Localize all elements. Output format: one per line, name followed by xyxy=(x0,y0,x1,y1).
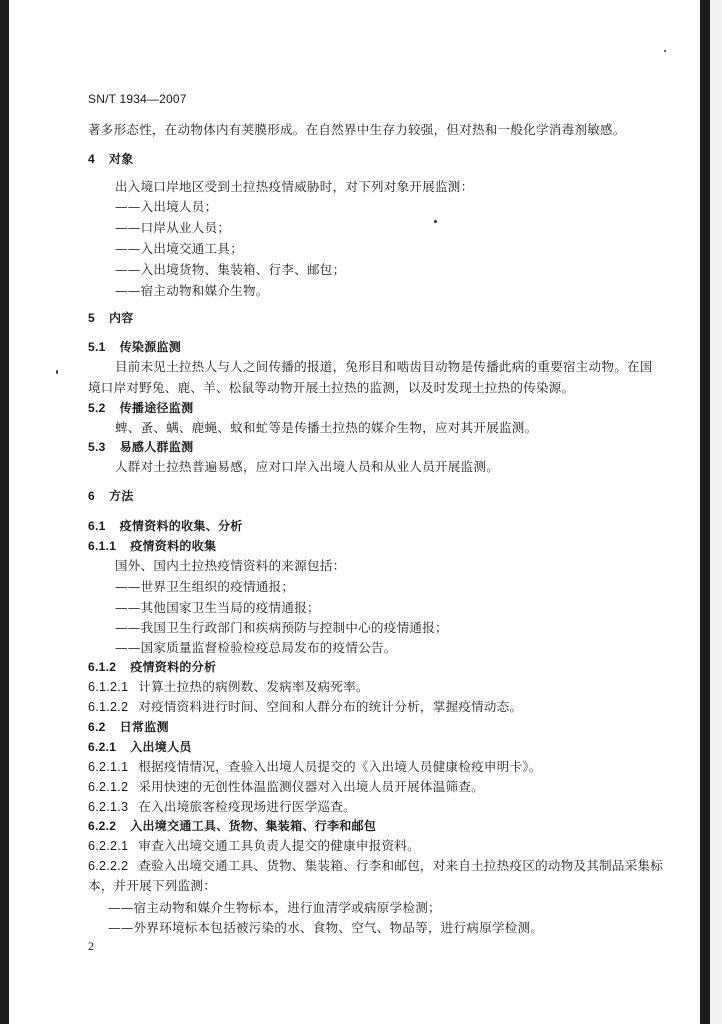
numbered-clause xyxy=(88,799,356,815)
section-4-intro: 出入境口岸地区受到土拉热疫情威胁时，对下列对象开展监测： xyxy=(115,179,474,194)
section-number: 5.2 xyxy=(88,401,106,415)
list-item: ——我国卫生行政部门和疾病预防与控制中心的疫情通报； xyxy=(115,620,448,635)
section-number: 6.1.1 xyxy=(88,539,117,553)
section-title: 易感人群监测 xyxy=(119,440,194,454)
section-number: 6.2.2 xyxy=(88,819,117,833)
numbered-clause xyxy=(88,838,420,854)
clause-text: 审查入出境交通工具负责人提交的健康申报资料。 xyxy=(138,838,420,853)
clause-text: 在入出境旅客检疫现场进行医学巡查。 xyxy=(138,799,356,814)
section-number: 6.2 xyxy=(88,720,106,734)
clause-number: 6.2.2.2 xyxy=(88,859,129,873)
section-5-1-heading xyxy=(88,339,181,355)
clause-text: 对疫情资料进行时间、空间和人群分布的统计分析，掌握疫情动态。 xyxy=(138,699,523,714)
list-item: ——世界卫生组织的疫情通报； xyxy=(115,579,295,594)
section-title: 内容 xyxy=(108,311,134,325)
paragraph-line: 本，并开展下列监测： xyxy=(88,878,217,893)
clause-number: 6.2.1.3 xyxy=(88,800,129,814)
section-title: 疫情资料的收集、分析 xyxy=(119,519,243,533)
section-title: 传染源监测 xyxy=(119,340,182,354)
section-number: 6.1.2 xyxy=(88,660,117,674)
section-6-1-heading xyxy=(88,518,243,534)
intro-paragraph-line: 著多形态性，在动物体内有荚膜形成。在自然界中生存力较强，但对热和一般化学消毒剂敏感。 xyxy=(88,122,626,137)
section-4-heading xyxy=(88,151,134,167)
list-item: ——国家质量监督检验检疫总局发布的疫情公告。 xyxy=(115,640,397,655)
section-title: 日常监测 xyxy=(119,720,169,734)
numbered-clause xyxy=(88,679,369,695)
section-6-2-1-heading xyxy=(88,739,192,755)
list-item: ——其他国家卫生当局的疫情通报； xyxy=(115,600,320,615)
section-number: 5 xyxy=(88,311,95,325)
clause-text: 根据疫情情况，查验入出境人员提交的《入出境人员健康检疫申明卡》。 xyxy=(138,759,542,774)
list-item: ——外界环境标本包括被污染的水、食物、空气、物品等，进行病原学检测。 xyxy=(108,920,544,935)
section-6-2-heading xyxy=(88,719,169,735)
paragraph-line: 境口岸对野兔、鹿、羊、松鼠等动物开展土拉热的监测，以及时发现土拉热的传染源。 xyxy=(88,380,575,395)
list-item: ——口岸从业人员； xyxy=(115,220,231,235)
list-item: ——宿主动物和媒介生物标本，进行血清学或病原学检测； xyxy=(108,900,441,915)
section-5-2-heading xyxy=(88,400,193,416)
section-number: 6 xyxy=(88,489,95,503)
clause-number: 6.1.2.1 xyxy=(88,680,129,694)
section-title: 入出境人员 xyxy=(130,740,192,754)
list-item: ——入出境交通工具； xyxy=(115,241,244,256)
numbered-clause xyxy=(88,779,484,795)
section-number: 5.3 xyxy=(88,440,106,454)
paragraph-line: 国外、国内土拉热疫情资料的来源包括： xyxy=(115,558,346,573)
section-title: 方法 xyxy=(108,489,134,503)
numbered-clause xyxy=(88,759,542,775)
clause-number: 6.2.1.2 xyxy=(88,780,129,794)
section-5-heading xyxy=(88,310,134,326)
section-number: 4 xyxy=(88,152,95,166)
paragraph-line: 目前未见土拉热人与人之间传播的报道，兔形目和啮齿目动物是传播此病的重要宿主动物。在国 xyxy=(115,359,653,374)
section-title: 对象 xyxy=(108,152,134,166)
section-number: 6.1 xyxy=(88,519,106,533)
list-item: ——入出境货物、集装箱、行李、邮包； xyxy=(115,262,346,277)
clause-text: 计算土拉热的病例数、发病率及病死率。 xyxy=(138,679,369,694)
section-5-3-heading xyxy=(88,439,193,455)
clause-number: 6.1.2.2 xyxy=(88,700,129,714)
page-number: 2 xyxy=(88,939,95,953)
section-number: 5.1 xyxy=(88,340,106,354)
section-title: 传播途径监测 xyxy=(119,401,194,415)
list-item: ——入出境人员； xyxy=(115,199,218,214)
clause-number: 6.2.2.1 xyxy=(88,839,129,853)
standard-code: SN/T 1934—2007 xyxy=(88,92,187,106)
paragraph-line: 蜱、蚤、螨、鹿蝇、蚊和虻等是传播土拉热的媒介生物，应对其开展监测。 xyxy=(115,420,538,435)
clause-text: 查验入出境交通工具、货物、集装箱、行李和邮包，对来自土拉热疫区的动物及其制品采集标 xyxy=(138,858,664,873)
section-6-2-2-heading xyxy=(88,818,376,834)
paragraph-line: 人群对土拉热普遍易感，应对口岸入出境人员和从业人员开展监测。 xyxy=(115,459,500,474)
section-6-1-1-heading xyxy=(88,538,216,554)
list-item: ——宿主动物和媒介生物。 xyxy=(115,283,269,298)
section-title: 入出境交通工具、货物、集装箱、行李和邮包 xyxy=(130,819,377,833)
clause-text: 采用快速的无创性体温监测仪器对入出境人员开展体温筛查。 xyxy=(138,779,484,794)
section-title: 疫情资料的收集 xyxy=(130,539,217,553)
section-title: 疫情资料的分析 xyxy=(130,660,217,674)
section-number: 6.2.1 xyxy=(88,740,117,754)
section-6-heading xyxy=(88,488,134,504)
numbered-clause xyxy=(88,699,522,715)
clause-number: 6.2.1.1 xyxy=(88,760,129,774)
numbered-clause xyxy=(88,858,663,874)
section-6-1-2-heading xyxy=(88,659,216,675)
